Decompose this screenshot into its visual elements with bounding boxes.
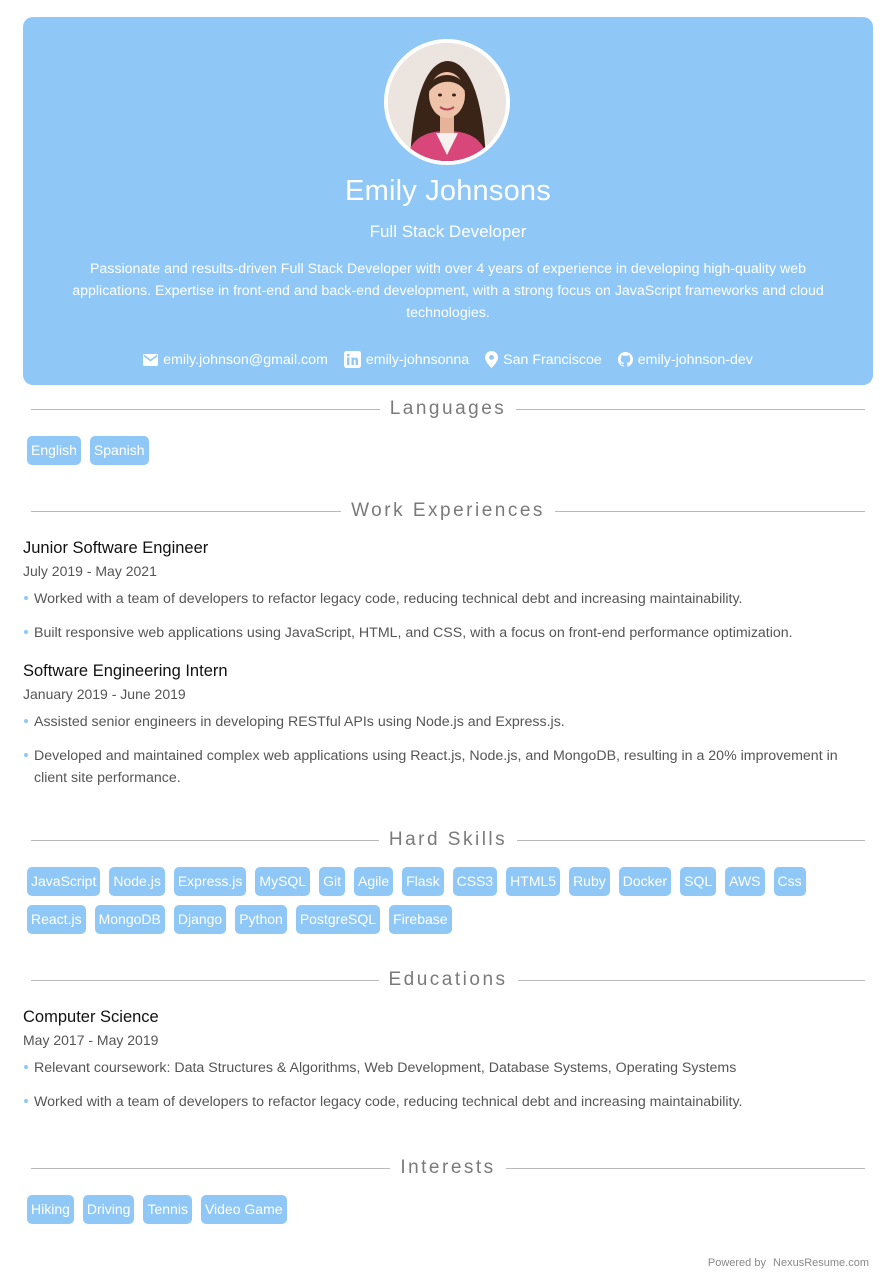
divider <box>31 409 380 410</box>
avatar <box>384 39 510 165</box>
skill-tag: SQL <box>680 867 716 896</box>
divider <box>555 511 865 512</box>
entry-bullets <box>23 711 868 789</box>
footer-powered: Powered by <box>707 1257 766 1269</box>
entry-bullets <box>23 588 868 644</box>
footer <box>704 1257 869 1269</box>
contact-github-text: emily-johnson-dev <box>637 351 753 368</box>
divider <box>31 1168 390 1169</box>
contact-email[interactable] <box>143 351 328 368</box>
section-title: Educations <box>388 969 508 990</box>
skill-tag: Firebase <box>389 905 451 934</box>
interest-tag: Tennis <box>143 1195 191 1224</box>
skill-tag: Express.js <box>174 867 247 896</box>
skill-tag: Flask <box>402 867 443 896</box>
divider <box>516 409 865 410</box>
contact-location-text: San Franciscoe <box>503 351 602 368</box>
contact-row <box>23 351 873 368</box>
section-education <box>31 968 865 992</box>
entry-title: Software Engineering Intern <box>23 662 228 680</box>
divider <box>31 511 341 512</box>
language-tag: Spanish <box>90 436 149 465</box>
profile-name: Emily Johnsons <box>345 175 551 207</box>
skill-tag: Python <box>235 905 287 934</box>
avatar-photo <box>388 43 506 161</box>
interest-tag: Hiking <box>27 1195 74 1224</box>
skill-tag: Git <box>319 867 345 896</box>
entry-date: May 2017 - May 2019 <box>23 1032 159 1048</box>
divider <box>506 1168 865 1169</box>
skill-tag: MySQL <box>255 867 310 896</box>
interest-tags <box>27 1195 287 1224</box>
skill-tag: Css <box>774 867 806 896</box>
profile-header <box>23 17 873 385</box>
divider <box>31 840 379 841</box>
contact-linkedin[interactable] <box>344 351 469 368</box>
list-item: Relevant coursework: Data Structures & Algorithms, Web Development, Database Systems, Operating Systems <box>23 1057 868 1079</box>
interest-tag: Video Game <box>201 1195 287 1224</box>
skill-tag: AWS <box>725 867 764 896</box>
skill-tag: JavaScript <box>27 867 100 896</box>
skill-tag: Django <box>174 905 226 934</box>
skill-tags <box>27 867 847 934</box>
list-item: Assisted senior engineers in developing RESTful APIs using Node.js and Express.js. <box>23 711 868 733</box>
list-item: Built responsive web applications using JavaScript, HTML, and CSS, with a focus on front-end performance optimization. <box>23 622 868 644</box>
section-title: Work Experiences <box>351 500 545 521</box>
section-work <box>31 499 865 523</box>
list-item: Worked with a team of developers to refactor legacy code, reducing technical debt and increasing maintainability. <box>23 1091 868 1113</box>
location-pin-icon <box>485 351 498 368</box>
education-entry <box>23 1008 868 1125</box>
interest-tag: Driving <box>83 1195 135 1224</box>
work-entry <box>23 662 868 801</box>
section-title: Languages <box>389 398 507 419</box>
divider <box>31 980 379 981</box>
section-title: Hard Skills <box>388 829 508 850</box>
github-icon <box>618 352 633 367</box>
contact-location <box>485 351 602 368</box>
skill-tag: HTML5 <box>506 867 560 896</box>
list-item: Developed and maintained complex web applications using React.js, Node.js, and MongoDB, resulting in a 20% improvement in client site performance. <box>23 745 868 789</box>
divider <box>518 980 866 981</box>
profile-summary: Passionate and results-driven Full Stack Developer with over 4 years of experience in developing high-quality web applications. Expertise in front-end and back-end development, with a strong focus on JavaScript frameworks and cloud technologies. <box>72 261 824 321</box>
skill-tag: Agile <box>354 867 393 896</box>
skill-tag: Node.js <box>109 867 164 896</box>
entry-date: January 2019 - June 2019 <box>23 686 186 702</box>
skill-tag: MongoDB <box>95 905 165 934</box>
section-interests <box>31 1156 865 1180</box>
email-icon <box>143 354 158 366</box>
divider <box>517 840 865 841</box>
skill-tag: Docker <box>619 867 671 896</box>
skill-tag: Ruby <box>569 867 610 896</box>
section-title: Interests <box>400 1157 496 1178</box>
skill-tag: CSS3 <box>453 867 498 896</box>
entry-date: July 2019 - May 2021 <box>23 563 157 579</box>
contact-github[interactable] <box>618 351 753 368</box>
language-tag: English <box>27 436 81 465</box>
contact-linkedin-text: emily-johnsonna <box>365 351 470 368</box>
section-languages <box>31 397 865 421</box>
linkedin-icon <box>344 351 361 368</box>
skill-tag: PostgreSQL <box>296 905 380 934</box>
entry-bullets <box>23 1057 868 1113</box>
entry-title: Computer Science <box>23 1008 159 1026</box>
skill-tag: React.js <box>27 905 86 934</box>
work-entry <box>23 539 868 656</box>
footer-brand-link[interactable]: NexusResume.com <box>773 1257 869 1269</box>
entry-title: Junior Software Engineer <box>23 539 209 557</box>
section-skills <box>31 828 865 852</box>
profile-title: Full Stack Developer <box>369 222 527 241</box>
language-tags <box>27 436 149 465</box>
list-item: Worked with a team of developers to refactor legacy code, reducing technical debt and increasing maintainability. <box>23 588 868 610</box>
contact-email-text: emily.johnson@gmail.com <box>163 351 328 368</box>
